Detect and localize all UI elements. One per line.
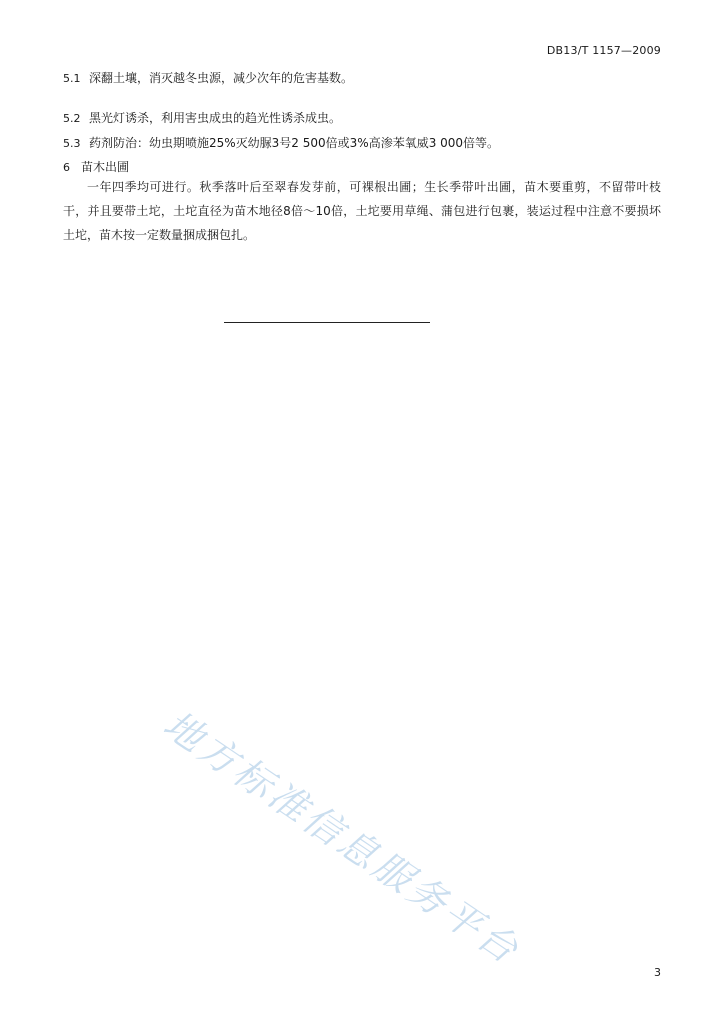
section-6-paragraph: 一年四季均可进行。秋季落叶后至翠春发芽前，可裸根出圃；生长季带叶出圃，苗木要重剪，不留带叶枝干，并且要带土坨，土坨直径为苗木地径8倍～10倍，土坨要用草绳、蒲包进行包裹，装运过程中注意不要损坏土坨，苗木按一定数量捆成捆包扎。 [63, 180, 661, 242]
clause-5-2 [63, 111, 341, 126]
end-of-document-rule [224, 322, 430, 323]
watermark: 地方标准信息服务平台 [155, 702, 529, 974]
clause-text: 黑光灯诱杀，利用害虫成虫的趋光性诱杀成虫。 [89, 111, 342, 125]
clause-5-1 [63, 71, 353, 86]
clause-5-3 [63, 136, 499, 151]
clause-number: 5.3 [63, 137, 81, 150]
section-6-heading [63, 160, 129, 175]
document-code: DB13/T 1157—2009 [546, 44, 661, 57]
clause-text: 深翻土壤，消灭越冬虫源，减少次年的危害基数。 [89, 71, 354, 85]
clause-number: 5.1 [63, 72, 81, 85]
clause-number: 5.2 [63, 112, 81, 125]
section-number: 6 [63, 161, 70, 174]
clause-text: 药剂防治：幼虫期喷施25%灭幼脲3号2 500倍或3%高渗苯氧威3 000倍等。 [89, 136, 500, 150]
page-number: 3 [654, 966, 661, 979]
section-title: 苗木出圃 [81, 160, 130, 174]
